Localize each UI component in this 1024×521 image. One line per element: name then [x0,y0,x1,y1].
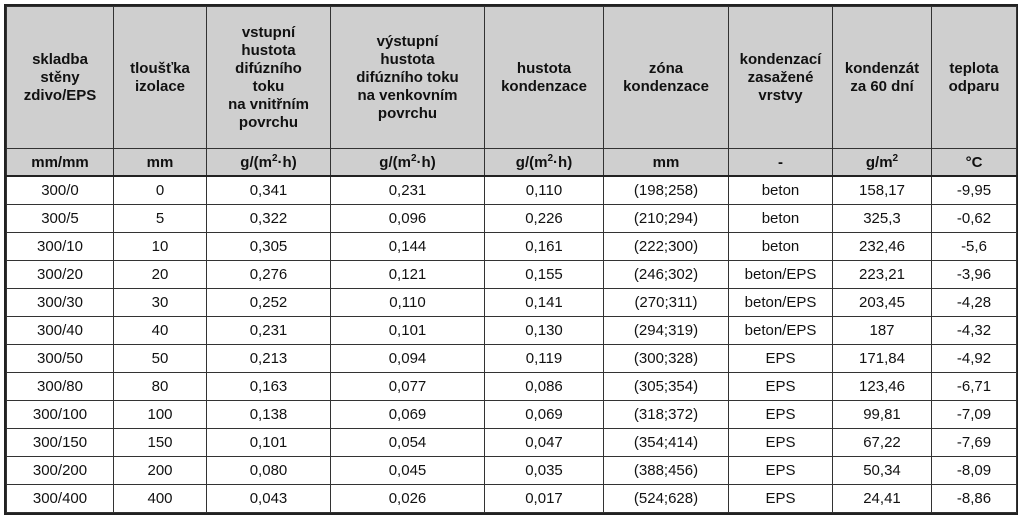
table-cell: 0,161 [485,233,604,261]
table-cell: 325,3 [833,205,932,233]
table-cell: 187 [833,316,932,344]
table-cell: 50,34 [833,456,932,484]
table-cell: 300/80 [7,372,114,400]
unit-text-suffix: ·h) [553,153,573,171]
column-header-line: vrstvy [758,86,803,104]
table-cell: -3,96 [932,260,1017,288]
column-header-line: za 60 dní [850,77,914,95]
table-cell: 0,276 [207,260,331,288]
column-header-8 [932,7,1017,149]
table-cell: 0,130 [485,316,604,344]
unit-cell-5 [604,149,729,177]
table-cell: -4,32 [932,316,1017,344]
table-row [7,456,1017,484]
table-cell: -6,71 [932,372,1017,400]
column-header-2 [207,7,331,149]
column-header-line: povrchu [377,104,438,122]
column-header-line: odparu [948,77,1000,95]
column-header-line: kondenzací [739,50,822,68]
table-cell: 0,119 [485,344,604,372]
table-frame [4,4,1018,515]
table-cell: (524;628) [604,484,729,512]
unit-text-suffix: ·h) [277,153,297,171]
unit-cell-3 [331,149,485,177]
column-header-line: zdivo/EPS [23,86,97,104]
table-cell: 0,017 [485,484,604,512]
table-row [7,288,1017,316]
table-cell: 0,141 [485,288,604,316]
column-header-line: povrchu [238,113,299,131]
column-header-line: teplota [949,59,999,77]
column-header-3 [331,7,485,149]
column-header-line: kondenzát [844,59,920,77]
table-cell: 300/30 [7,288,114,316]
column-header-line: kondenzace [623,77,709,95]
table-cell: 100 [114,400,207,428]
table-cell: 0,096 [331,205,485,233]
table-cell: -8,09 [932,456,1017,484]
table-cell: 67,22 [833,428,932,456]
table-cell: beton [729,233,833,261]
table-row [7,260,1017,288]
table-cell: -7,69 [932,428,1017,456]
unit-cell-1 [114,149,207,177]
column-header-1 [114,7,207,149]
table-cell: (210;294) [604,205,729,233]
unit-text: g/(m [379,153,411,171]
table-cell: 0 [114,176,207,205]
table-cell: -8,86 [932,484,1017,512]
column-header-line: hustota [241,41,296,59]
unit-cell-4 [485,149,604,177]
column-header-5 [604,7,729,149]
table-cell: EPS [729,372,833,400]
table-row [7,344,1017,372]
table-cell: 158,17 [833,176,932,205]
table-row [7,400,1017,428]
table-cell: 0,213 [207,344,331,372]
table-cell: (318;372) [604,400,729,428]
table-cell: 150 [114,428,207,456]
table-cell: 30 [114,288,207,316]
table-cell: 300/20 [7,260,114,288]
table-cell: (354;414) [604,428,729,456]
unit-text: mm [146,153,174,171]
table-cell: EPS [729,428,833,456]
unit-superscript: 2 [892,152,899,164]
table-cell: -4,28 [932,288,1017,316]
column-header-line: zóna [648,59,684,77]
table-cell: 300/200 [7,456,114,484]
table-cell: 300/5 [7,205,114,233]
table-row [7,372,1017,400]
table-cell: 5 [114,205,207,233]
table-cell: 0,138 [207,400,331,428]
table-cell: EPS [729,344,833,372]
table-cell: -9,95 [932,176,1017,205]
table-cell: 0,047 [485,428,604,456]
column-header-6 [729,7,833,149]
table-cell: (198;258) [604,176,729,205]
table-row [7,428,1017,456]
table-cell: 0,054 [331,428,485,456]
table-cell: 0,094 [331,344,485,372]
table-cell: (222;300) [604,233,729,261]
unit-cell-0 [7,149,114,177]
table-row [7,233,1017,261]
unit-cell-8 [932,149,1017,177]
unit-text: mm [652,153,680,171]
table-cell: 0,077 [331,372,485,400]
table-cell: 0,341 [207,176,331,205]
table-cell: -7,09 [932,400,1017,428]
table-cell: 0,045 [331,456,485,484]
table-cell: 200 [114,456,207,484]
column-header-line: hustota [516,59,572,77]
table-cell: 40 [114,316,207,344]
unit-text: mm/mm [31,153,89,171]
table-cell: 400 [114,484,207,512]
column-header-line: toku [252,77,285,95]
unit-text: g/m [865,153,893,171]
table-cell: EPS [729,456,833,484]
table-cell: (294;319) [604,316,729,344]
table-cell: 300/40 [7,316,114,344]
unit-cell-7 [833,149,932,177]
table-cell: 10 [114,233,207,261]
table-cell: beton [729,205,833,233]
table-cell: 0,252 [207,288,331,316]
table-cell: -4,92 [932,344,1017,372]
table-cell: (388;456) [604,456,729,484]
column-header-line: tloušťka [130,59,190,77]
table-cell: 300/400 [7,484,114,512]
table-cell: beton [729,176,833,205]
unit-superscript: 2 [271,152,278,164]
column-header-line: na vnitřním [228,95,309,113]
table-cell: 300/10 [7,233,114,261]
table-cell: 24,41 [833,484,932,512]
table-cell: 99,81 [833,400,932,428]
unit-text: g/(m [515,153,548,171]
condensation-table [6,6,1017,513]
table-row [7,205,1017,233]
table-cell: 0,086 [485,372,604,400]
unit-cell-6 [729,149,833,177]
table-cell: 0,226 [485,205,604,233]
table-cell: 232,46 [833,233,932,261]
table-body [7,176,1017,513]
units-row [7,149,1017,177]
table-cell: 300/0 [7,176,114,205]
table-cell: beton/EPS [729,260,833,288]
table-cell: 0,322 [207,205,331,233]
table-cell: 300/100 [7,400,114,428]
unit-text-suffix: ·h) [416,153,436,171]
unit-text: - [778,153,783,171]
table-cell: 203,45 [833,288,932,316]
table-cell: 0,163 [207,372,331,400]
table-cell: beton/EPS [729,288,833,316]
table-cell: 0,035 [485,456,604,484]
table-cell: 20 [114,260,207,288]
unit-cell-2 [207,149,331,177]
table-cell: 50 [114,344,207,372]
table-cell: 0,080 [207,456,331,484]
table-cell: 80 [114,372,207,400]
table-cell: -0,62 [932,205,1017,233]
table-cell: (270;311) [604,288,729,316]
column-header-line: stěny [40,68,80,86]
table-cell: 0,231 [207,316,331,344]
column-header-line: výstupní [376,32,439,50]
column-header-line: hustota [380,50,435,68]
table-cell: 0,069 [331,400,485,428]
table-cell: 0,043 [207,484,331,512]
table-row [7,316,1017,344]
table-cell: -5,6 [932,233,1017,261]
table-cell: (300;328) [604,344,729,372]
column-header-0 [7,7,114,149]
unit-superscript: 2 [410,152,417,164]
column-header-4 [485,7,604,149]
column-header-line: difúzního [235,59,302,77]
table-cell: beton/EPS [729,316,833,344]
table-cell: 0,121 [331,260,485,288]
table-cell: (246;302) [604,260,729,288]
unit-text: g/(m [240,153,272,171]
table-cell: 300/50 [7,344,114,372]
table-cell: 300/150 [7,428,114,456]
table-cell: 171,84 [833,344,932,372]
column-header-line: vstupní [241,23,296,41]
table-cell: 0,110 [331,288,485,316]
column-header-line: izolace [134,77,186,95]
table-cell: 0,026 [331,484,485,512]
column-header-line: zasažené [747,68,814,86]
table-cell: 0,069 [485,400,604,428]
header-row [7,7,1017,149]
column-header-line: na venkovním [357,86,458,104]
column-header-7 [833,7,932,149]
table-cell: 0,231 [331,176,485,205]
table-row [7,484,1017,512]
table-cell: 0,155 [485,260,604,288]
table-row [7,176,1017,205]
table-cell: 0,305 [207,233,331,261]
column-header-line: difúzního toku [356,68,459,86]
table-cell: 0,110 [485,176,604,205]
unit-superscript: 2 [547,152,554,164]
column-header-line: kondenzace [501,77,587,95]
table-cell: 0,101 [331,316,485,344]
table-cell: 0,144 [331,233,485,261]
column-header-line: skladba [32,50,88,68]
table-cell: 123,46 [833,372,932,400]
unit-text: °C [965,153,983,171]
table-cell: EPS [729,484,833,512]
table-cell: EPS [729,400,833,428]
table-cell: (305;354) [604,372,729,400]
table-cell: 0,101 [207,428,331,456]
table-cell: 223,21 [833,260,932,288]
